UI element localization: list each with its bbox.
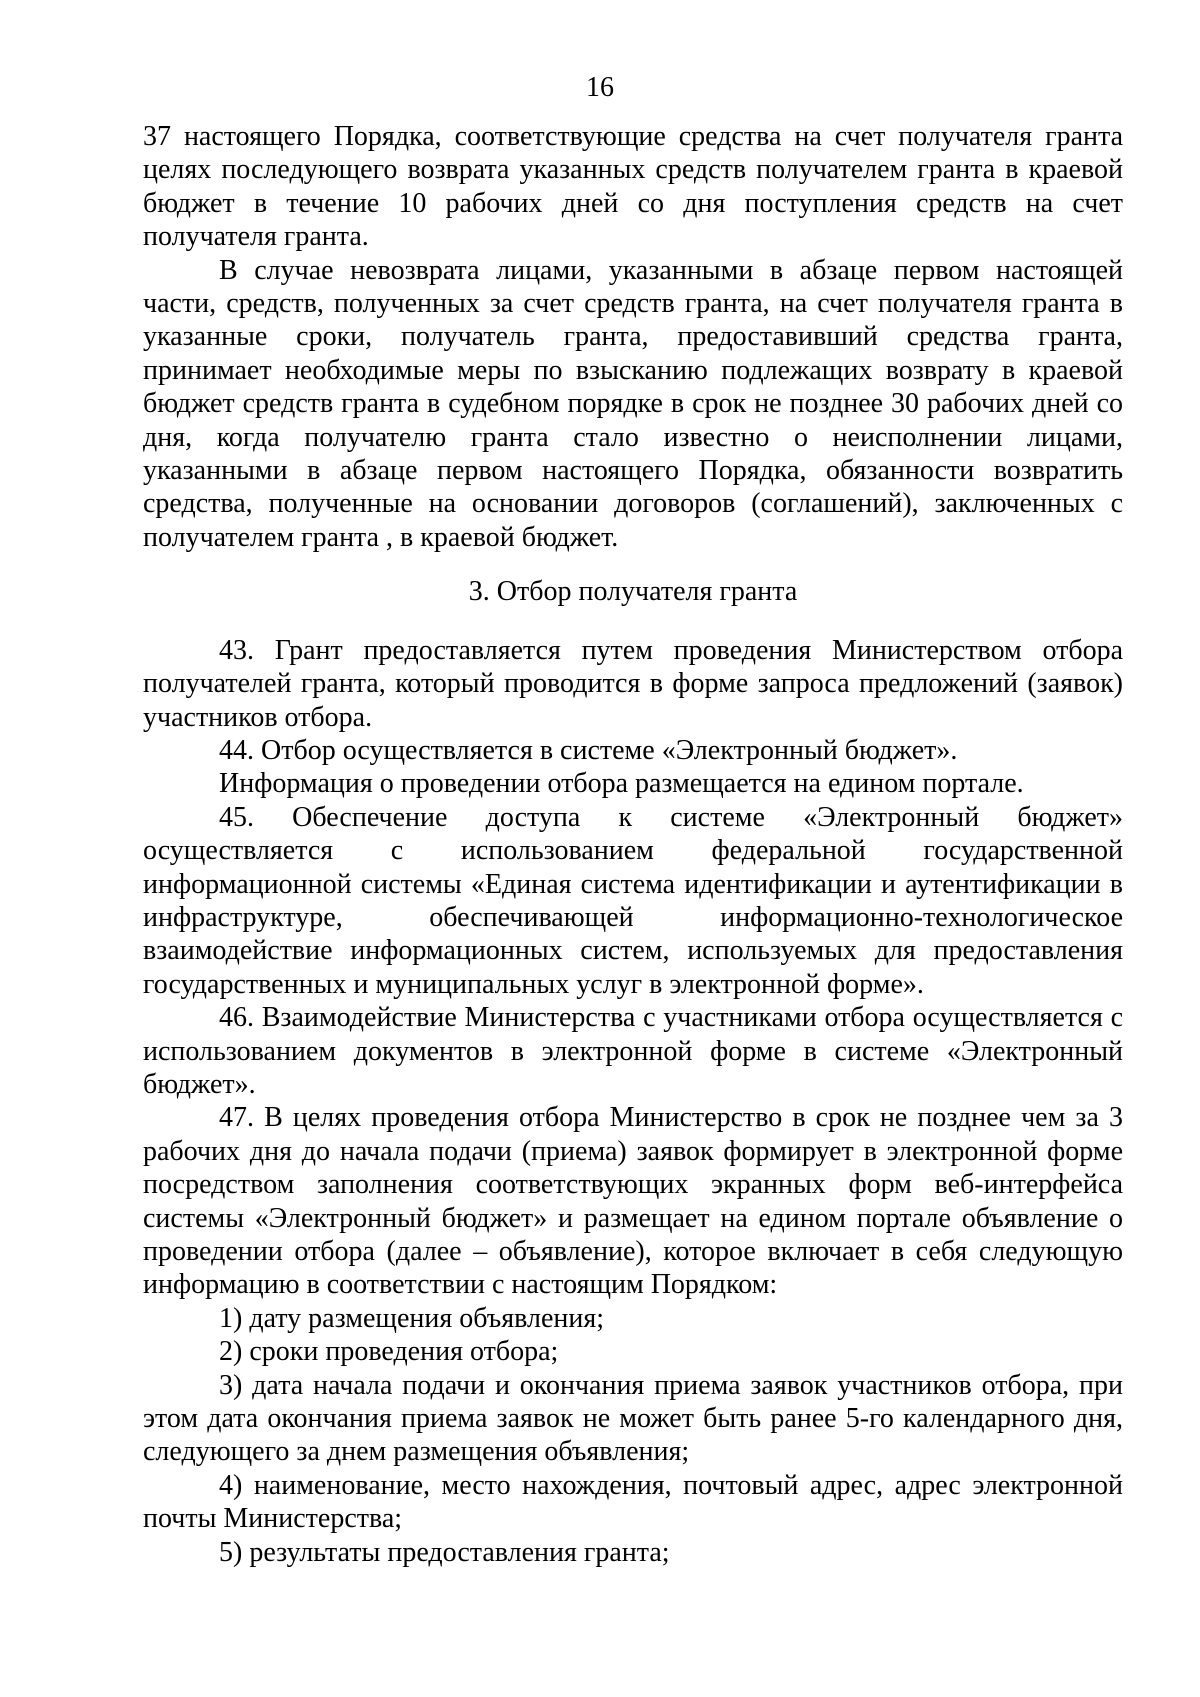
page-number: 16 (586, 72, 614, 103)
paragraph-47: 47. В целях проведения отбора Министерство в срок не позднее чем за 3 рабочих дня до начала подачи (приема) заявок формирует в электронной форме посредством заполнения соответствующих экранных форм веб-интерфейса системы «Электронный бюджет» и размещает на едином портале объявление о проведении отбора (далее – объявление), которое включает в себя следующую информацию в соответствии с настоящим Порядком: (143, 1102, 1123, 1301)
paragraph-44: 44. Отбор осуществляется в системе «Электронный бюджет». (219, 734, 958, 766)
document-body (143, 120, 1123, 1569)
paragraph-45: 45. Обеспечение доступа к системе «Электронный бюджет» осуществляется с использованием федеральной государственной информационной системы «Единая система идентификации и аутентификации в инфраструктуре, обеспечивающей информационно-технологическое взаимодействие информационных систем, используемых для предоставления государственных и муниципальных услуг в электронной форме». (143, 801, 1123, 1000)
paragraph-44-info: Информация о проведении отбора размещается на едином портале. (219, 768, 1024, 800)
list-item-4: 4) наименование, место нахождения, почтовый адрес, адрес электронной почты Министерства; (143, 1469, 1123, 1535)
paragraph-46: 46. Взаимодействие Министерства с участниками отбора осуществляется с использованием документов в электронной форме в системе «Электронный бюджет». (143, 1002, 1123, 1100)
section-heading: 3. Отбор получателя гранта (468, 576, 798, 608)
list-item-1: 1) дату размещения объявления; (219, 1302, 604, 1334)
list-item-5: 5) результаты предоставления гранта; (219, 1536, 670, 1568)
list-item-3: 3) дата начала подачи и окончания приема заявок участников отбора, при этом дата окончания приема заявок не может быть ранее 5-го календарного дня, следующего за днем размещения объявления; (143, 1369, 1123, 1468)
paragraph-43: 43. Грант предоставляется путем проведения Министерством отбора получателей гранта, который проводится в форме запроса предложений (заявок) участников отбора. (143, 634, 1123, 733)
paragraph-non-return: В случае невозврата лицами, указанными в абзаце первом настоящей части, средств, полученных за счет средств гранта, на счет получателя гранта в указанные сроки, получатель гранта, предоставивший средства гранта, принимает необходимые меры по взысканию подлежащих возврату в краевой бюджет средств гранта в судебном порядке в срок не позднее 30 рабочих дней со дня, когда получателю гранта стало известно о неисполнении лицами, указанными в абзаце первом настоящего Порядка, обязанности возвратить средства, полученные на основании договоров (соглашений), заключенных с получателем гранта , в краевой бюджет. (143, 254, 1123, 553)
paragraph-continuation: 37 настоящего Порядка, соответствующие средства на счет получателя гранта целях последующего возврата указанных средств получателем гранта в краевой бюджет в течение 10 рабочих дней со дня поступления средств на счет получателя гранта. (143, 121, 1123, 253)
list-item-2: 2) сроки проведения отбора; (219, 1336, 559, 1368)
